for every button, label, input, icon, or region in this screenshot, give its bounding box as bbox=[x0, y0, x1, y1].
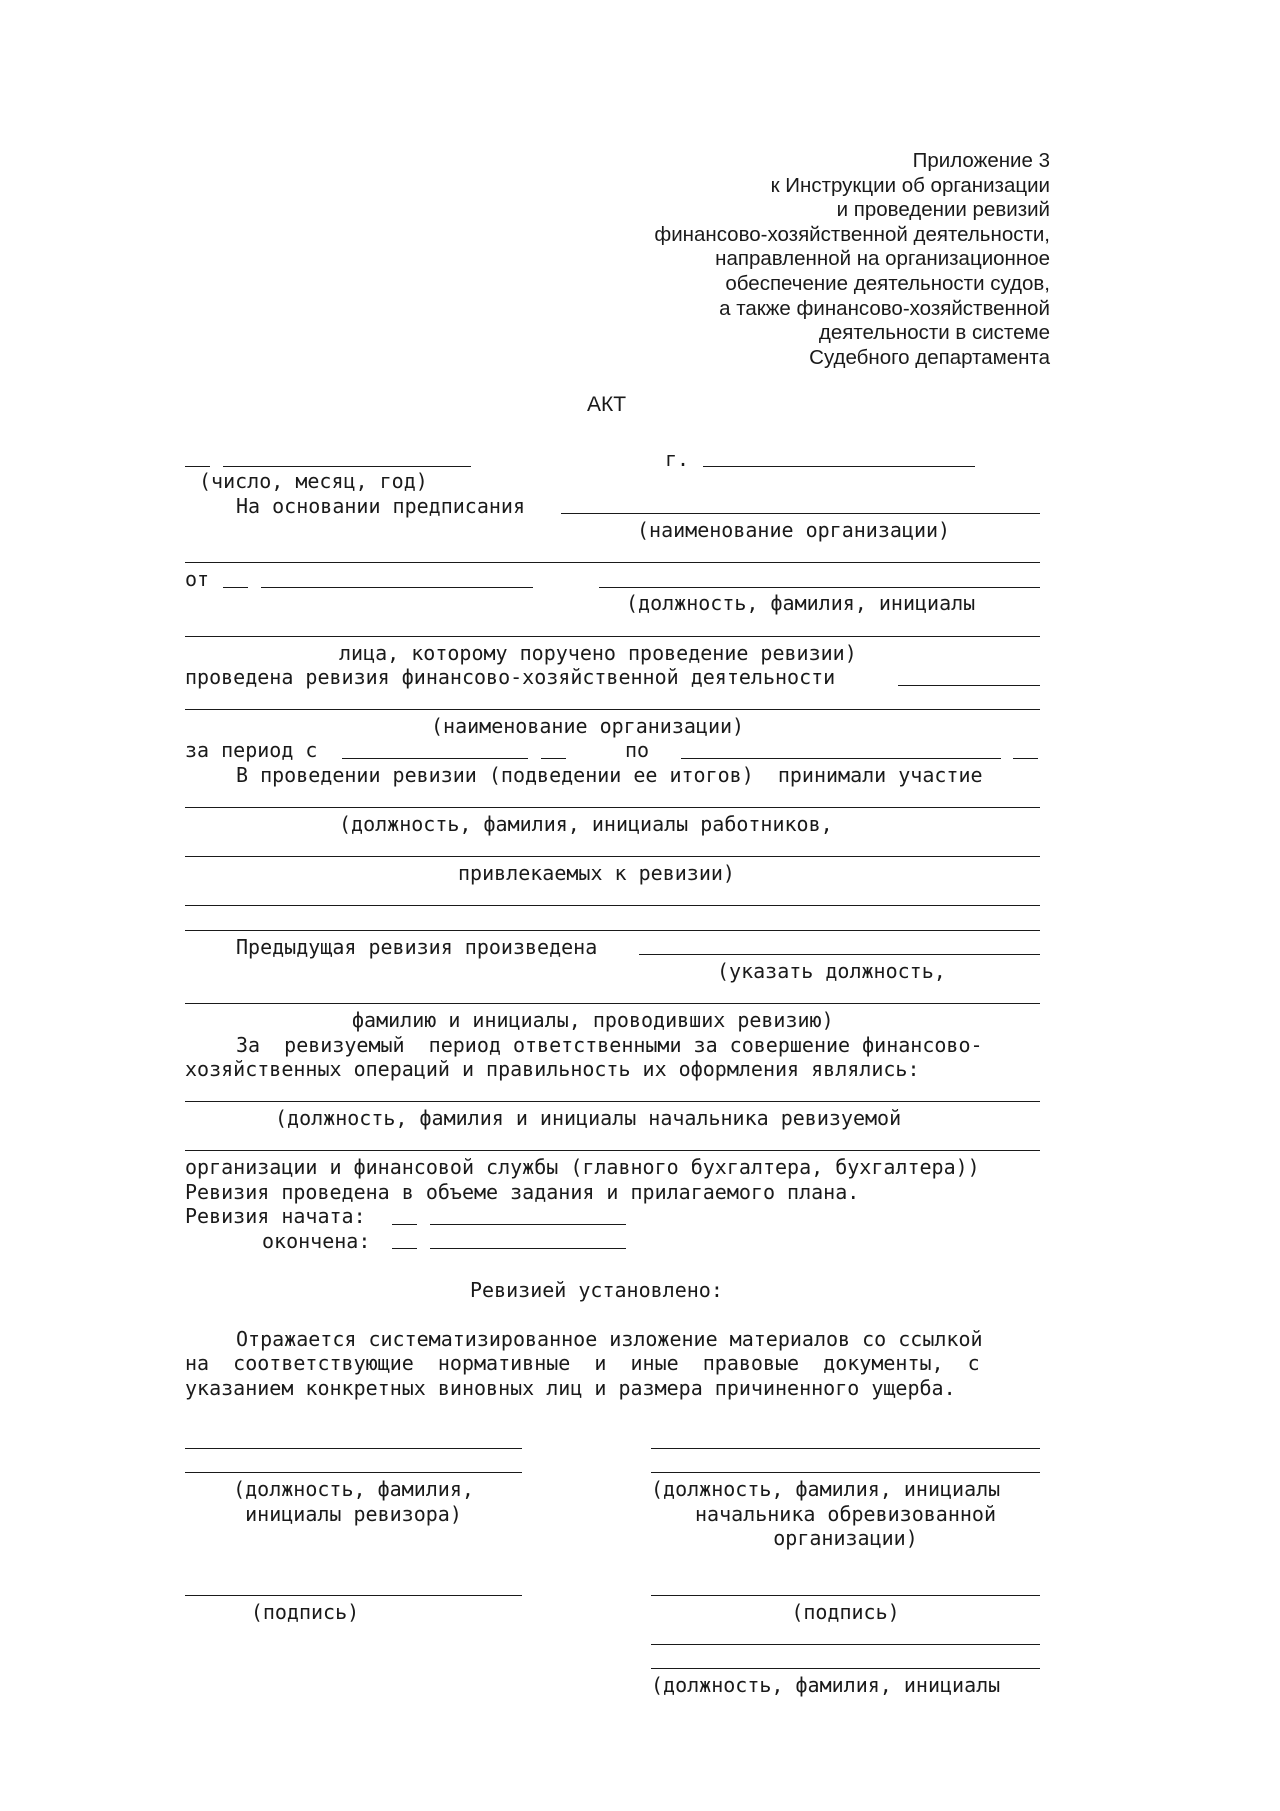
header-line: деятельности в системе bbox=[818, 321, 1050, 345]
head-blank-1 bbox=[651, 1448, 1040, 1449]
participants-hint-1: (должность, фамилия, инициалы работников, bbox=[339, 812, 833, 836]
header-line: к Инструкции об организации bbox=[770, 173, 1050, 197]
org-name-hint-2: (наименование организации) bbox=[431, 714, 745, 738]
appendix-header bbox=[490, 149, 1050, 370]
period-from-label: за период с bbox=[185, 738, 318, 762]
previous-hint-1: (указать должность, bbox=[717, 959, 946, 983]
auditor-blank-2 bbox=[185, 1472, 522, 1473]
participants-blank-1 bbox=[185, 807, 1040, 808]
org-name-hint: (наименование организации) bbox=[637, 518, 951, 542]
period-from-blank bbox=[342, 758, 528, 759]
date-hint: (число, месяц, год) bbox=[199, 469, 428, 493]
ended-label: окончена: bbox=[262, 1229, 371, 1253]
header-line: а также финансово-хозяйственной bbox=[719, 296, 1050, 320]
header-line: направленной на организационное bbox=[715, 247, 1050, 271]
participants-blank-2 bbox=[185, 856, 1040, 857]
person-blank-2 bbox=[185, 636, 1040, 637]
previous-blank-2 bbox=[185, 1003, 1040, 1004]
responsible-line-2: хозяйственных операций и правильность их оформления являлись: bbox=[185, 1057, 920, 1081]
basis-org-blank bbox=[561, 513, 1040, 514]
findings-line-1: Отражается систематизированное изложение материалов со ссылкой bbox=[236, 1327, 983, 1351]
head-hint-1: (должность, фамилия, инициалы bbox=[651, 1477, 1001, 1501]
auditor-hint-2: инициалы ревизора) bbox=[245, 1502, 462, 1526]
auditor-hint-1: (должность, фамилия, bbox=[233, 1477, 474, 1501]
responsible-blank-1 bbox=[185, 1101, 1040, 1102]
city-prefix: г. bbox=[665, 447, 690, 471]
responsible-line-1: За ревизуемый период ответственными за совершение финансово- bbox=[236, 1033, 983, 1057]
head-signature-blank bbox=[651, 1595, 1040, 1596]
period-to-year-blank bbox=[1013, 758, 1038, 759]
document-title: АКТ bbox=[587, 393, 627, 416]
responsible-hint-1: (должность, фамилия и инициалы начальника ревизуемой bbox=[275, 1106, 902, 1130]
participants-blank-3 bbox=[185, 905, 1040, 906]
head-hint-3: организации) bbox=[773, 1526, 918, 1550]
header-line: обеспечение деятельности судов, bbox=[725, 271, 1050, 295]
auditor-signature-hint: (подпись) bbox=[250, 1600, 360, 1624]
participants-blank-4 bbox=[185, 930, 1040, 931]
previous-hint-2: фамилию и инициалы, проводивших ревизию) bbox=[352, 1008, 834, 1032]
participants-text: В проведении ревизии (подведении ее итогов) принимали участие bbox=[236, 763, 983, 787]
org-blank-2 bbox=[185, 562, 1040, 563]
auditor-signature-blank bbox=[185, 1595, 522, 1596]
conducted-org-blank-2 bbox=[185, 709, 1040, 710]
period-from-year-blank bbox=[541, 758, 566, 759]
conducted-org-blank bbox=[898, 685, 1040, 686]
extra-blank-2 bbox=[651, 1668, 1040, 1669]
period-to-label: по bbox=[625, 738, 650, 762]
ended-day-blank bbox=[392, 1248, 417, 1249]
started-date-blank bbox=[430, 1224, 626, 1225]
established-heading: Ревизией установлено: bbox=[470, 1278, 723, 1302]
header-line: Приложение 3 bbox=[912, 149, 1050, 172]
extra-hint: (должность, фамилия, инициалы bbox=[651, 1673, 1001, 1697]
person-hint-1: (должность, фамилия, инициалы bbox=[626, 591, 976, 615]
basis-label: На основании предписания bbox=[236, 494, 525, 518]
head-signature-hint: (подпись) bbox=[791, 1600, 900, 1624]
findings-line-3: указанием конкретных виновных лиц и размера причиненного ущерба. bbox=[185, 1376, 956, 1400]
started-day-blank bbox=[392, 1224, 417, 1225]
day-blank bbox=[185, 466, 210, 467]
scope-text: Ревизия проведена в объеме задания и прилагаемого плана. bbox=[185, 1180, 860, 1204]
responsible-blank-2 bbox=[185, 1150, 1040, 1151]
auditor-blank-1 bbox=[185, 1448, 522, 1449]
previous-blank bbox=[639, 954, 1040, 955]
header-line: Судебного департамента bbox=[809, 345, 1050, 369]
extra-blank-1 bbox=[651, 1644, 1040, 1645]
from-person-blank bbox=[599, 587, 1040, 588]
from-date-blank bbox=[261, 587, 533, 588]
from-label: от bbox=[185, 567, 210, 591]
period-to-blank bbox=[681, 758, 1001, 759]
participants-hint-2: привлекаемых к ревизии) bbox=[458, 861, 735, 885]
head-blank-2 bbox=[651, 1472, 1040, 1473]
previous-label: Предыдущая ревизия произведена bbox=[236, 935, 598, 959]
month-year-blank bbox=[223, 466, 471, 467]
started-label: Ревизия начата: bbox=[185, 1204, 366, 1228]
findings-line-2: на соответствующие нормативные и иные правовые документы, с bbox=[185, 1351, 980, 1375]
from-day-blank bbox=[223, 587, 248, 588]
header-line: финансово-хозяйственной деятельности, bbox=[654, 222, 1050, 246]
person-hint-2: лица, которому поручено проведение ревизии) bbox=[339, 641, 857, 665]
conducted-text: проведена ревизия финансово-хозяйственной деятельности bbox=[185, 665, 836, 689]
head-hint-2: начальника обревизованной bbox=[694, 1502, 997, 1526]
city-blank bbox=[703, 466, 975, 467]
ended-date-blank bbox=[430, 1248, 626, 1249]
responsible-hint-2: организации и финансовой службы (главного бухгалтера, бухгалтера)) bbox=[185, 1155, 980, 1179]
header-line: и проведении ревизий bbox=[836, 198, 1050, 222]
